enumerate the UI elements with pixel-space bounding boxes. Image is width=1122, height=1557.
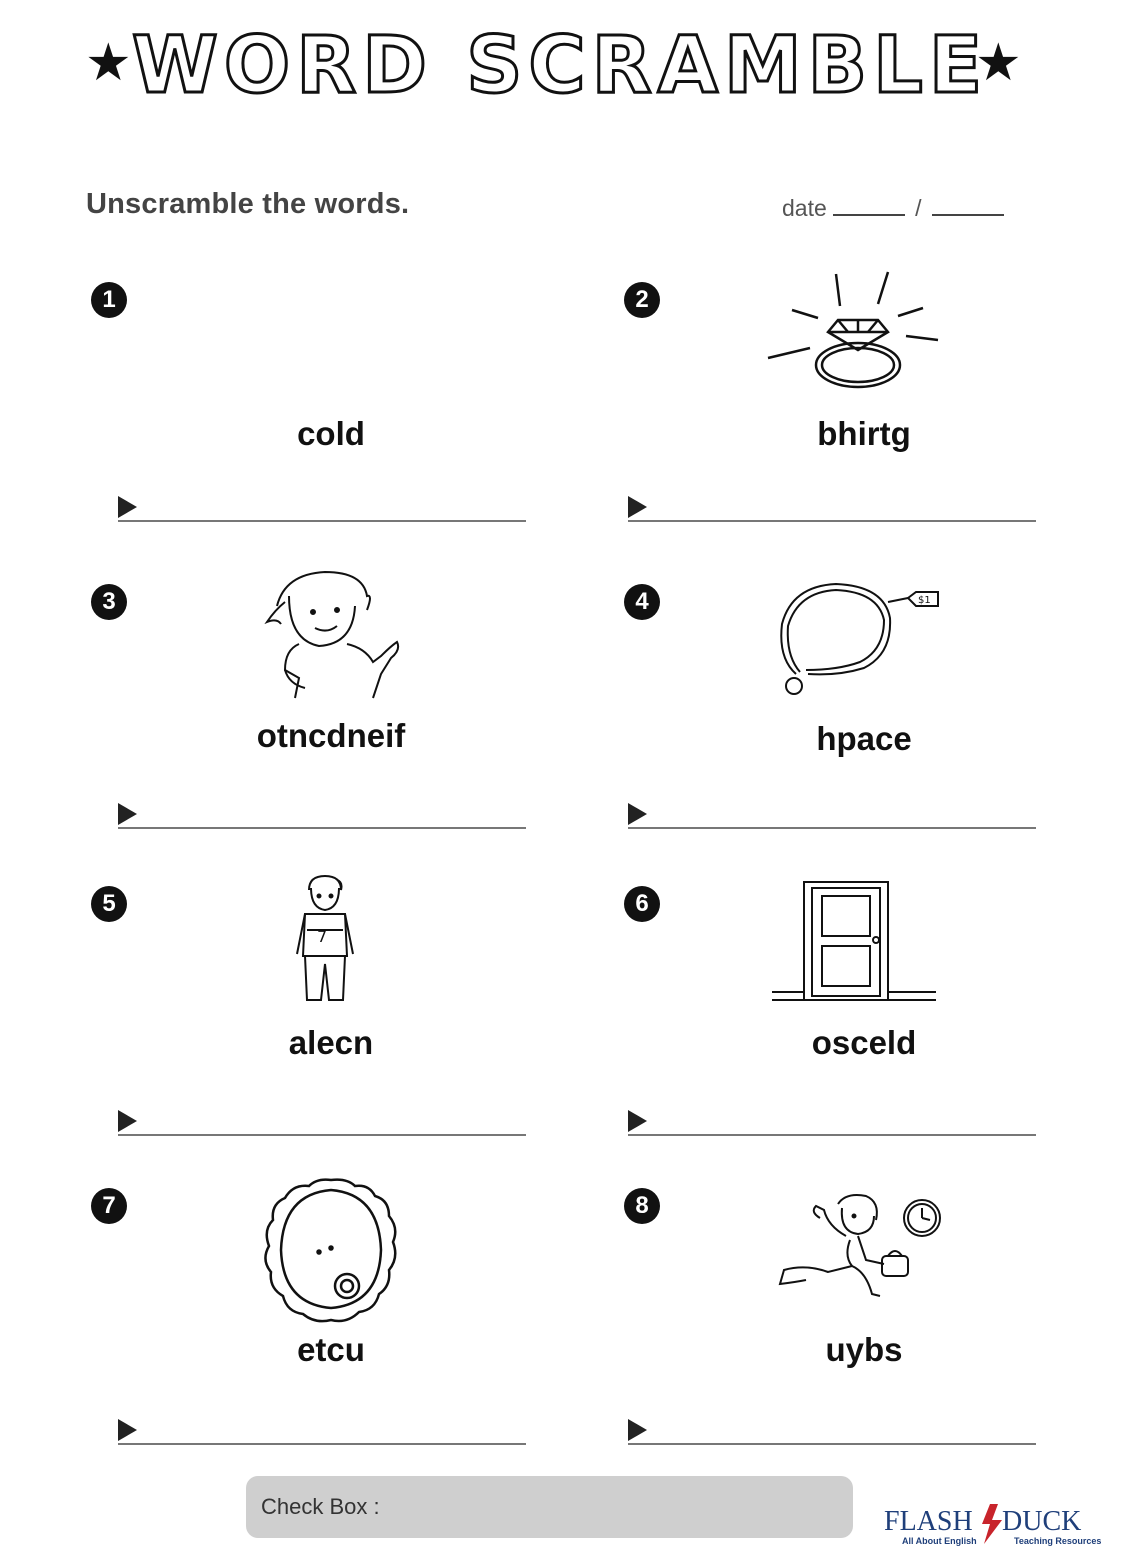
answer-underline xyxy=(118,827,526,829)
answer-line[interactable] xyxy=(628,801,1036,831)
svg-text:DUCK: DUCK xyxy=(1002,1506,1082,1537)
word-scramble-title-graphic xyxy=(85,20,1035,110)
date-blank-month[interactable] xyxy=(833,196,905,216)
item-6 xyxy=(618,874,1098,1174)
arrow-icon xyxy=(118,1419,137,1441)
star-left-icon: ★ xyxy=(85,33,132,93)
arrow-icon xyxy=(118,803,137,825)
diamond-ring-icon xyxy=(758,270,958,405)
item-number: 3 xyxy=(91,584,127,620)
scrambled-word: alecn xyxy=(288,1024,374,1061)
arrow-icon xyxy=(628,496,647,518)
date-label: date xyxy=(782,195,827,221)
arrow-icon xyxy=(118,1110,137,1132)
flashduck-logo xyxy=(884,1500,1114,1548)
baby-face-icon xyxy=(261,1176,461,1311)
necklace-price-tag-icon xyxy=(768,578,968,713)
svg-text:Teaching Resources: Teaching Resources xyxy=(1014,1536,1102,1546)
answer-line[interactable] xyxy=(118,1417,526,1447)
answer-underline xyxy=(118,1134,526,1136)
title-text: WORD SCRAMBLE xyxy=(131,21,989,110)
answer-line[interactable] xyxy=(628,1108,1036,1138)
item-number: 5 xyxy=(91,886,127,922)
running-man-clock-icon xyxy=(766,1190,966,1325)
scrambled-word: etcu xyxy=(297,1331,365,1368)
arrow-icon xyxy=(628,1419,647,1441)
scrambled-word: otncdneif xyxy=(256,717,406,754)
check-box-label: Check Box : xyxy=(261,1494,380,1519)
star-right-icon: ★ xyxy=(975,33,1022,93)
scrambled-word: cold xyxy=(297,415,365,452)
scrambled-word: uybs xyxy=(825,1331,903,1368)
arrow-icon xyxy=(628,1110,647,1132)
answer-underline xyxy=(118,1443,526,1445)
item-number: 7 xyxy=(91,1188,127,1224)
item-2 xyxy=(618,270,1098,570)
item-4 xyxy=(618,572,1098,872)
svg-text:FLASH: FLASH xyxy=(884,1506,973,1537)
answer-line[interactable] xyxy=(118,494,526,524)
answer-underline xyxy=(628,827,1036,829)
arrow-icon xyxy=(118,496,137,518)
answer-line[interactable] xyxy=(628,1417,1036,1447)
worksheet-title xyxy=(85,20,1035,110)
date-blank-day[interactable] xyxy=(932,196,1004,216)
date-separator: / xyxy=(915,195,922,221)
item-5 xyxy=(85,874,565,1174)
scrambled-word: hpace xyxy=(816,720,912,757)
door-icon xyxy=(768,878,968,1013)
item-number: 2 xyxy=(624,282,660,318)
item-number: 1 xyxy=(91,282,127,318)
answer-underline xyxy=(118,520,526,522)
item-7 xyxy=(85,1176,565,1476)
svg-text:$1: $1 xyxy=(918,595,931,606)
answer-line[interactable] xyxy=(118,1108,526,1138)
svg-text:7: 7 xyxy=(317,927,328,946)
item-3 xyxy=(85,572,565,872)
check-box[interactable] xyxy=(246,1476,853,1538)
scrambled-word: osceld xyxy=(811,1024,917,1061)
arrow-icon xyxy=(628,803,647,825)
item-8 xyxy=(618,1176,1098,1476)
answer-underline xyxy=(628,1134,1036,1136)
date-field[interactable] xyxy=(782,195,1004,222)
item-number: 8 xyxy=(624,1188,660,1224)
item-number: 6 xyxy=(624,886,660,922)
girl-waving-icon xyxy=(255,566,455,701)
answer-underline xyxy=(628,520,1036,522)
svg-text:All About English: All About English xyxy=(902,1536,977,1546)
scrambled-word: bhirtg xyxy=(817,415,911,452)
item-1 xyxy=(85,270,565,570)
answer-underline xyxy=(628,1443,1036,1445)
instructions: Unscramble the words. xyxy=(86,188,410,220)
answer-line[interactable] xyxy=(628,494,1036,524)
boy-standing-icon xyxy=(285,874,485,1009)
answer-line[interactable] xyxy=(118,801,526,831)
item-number: 4 xyxy=(624,584,660,620)
